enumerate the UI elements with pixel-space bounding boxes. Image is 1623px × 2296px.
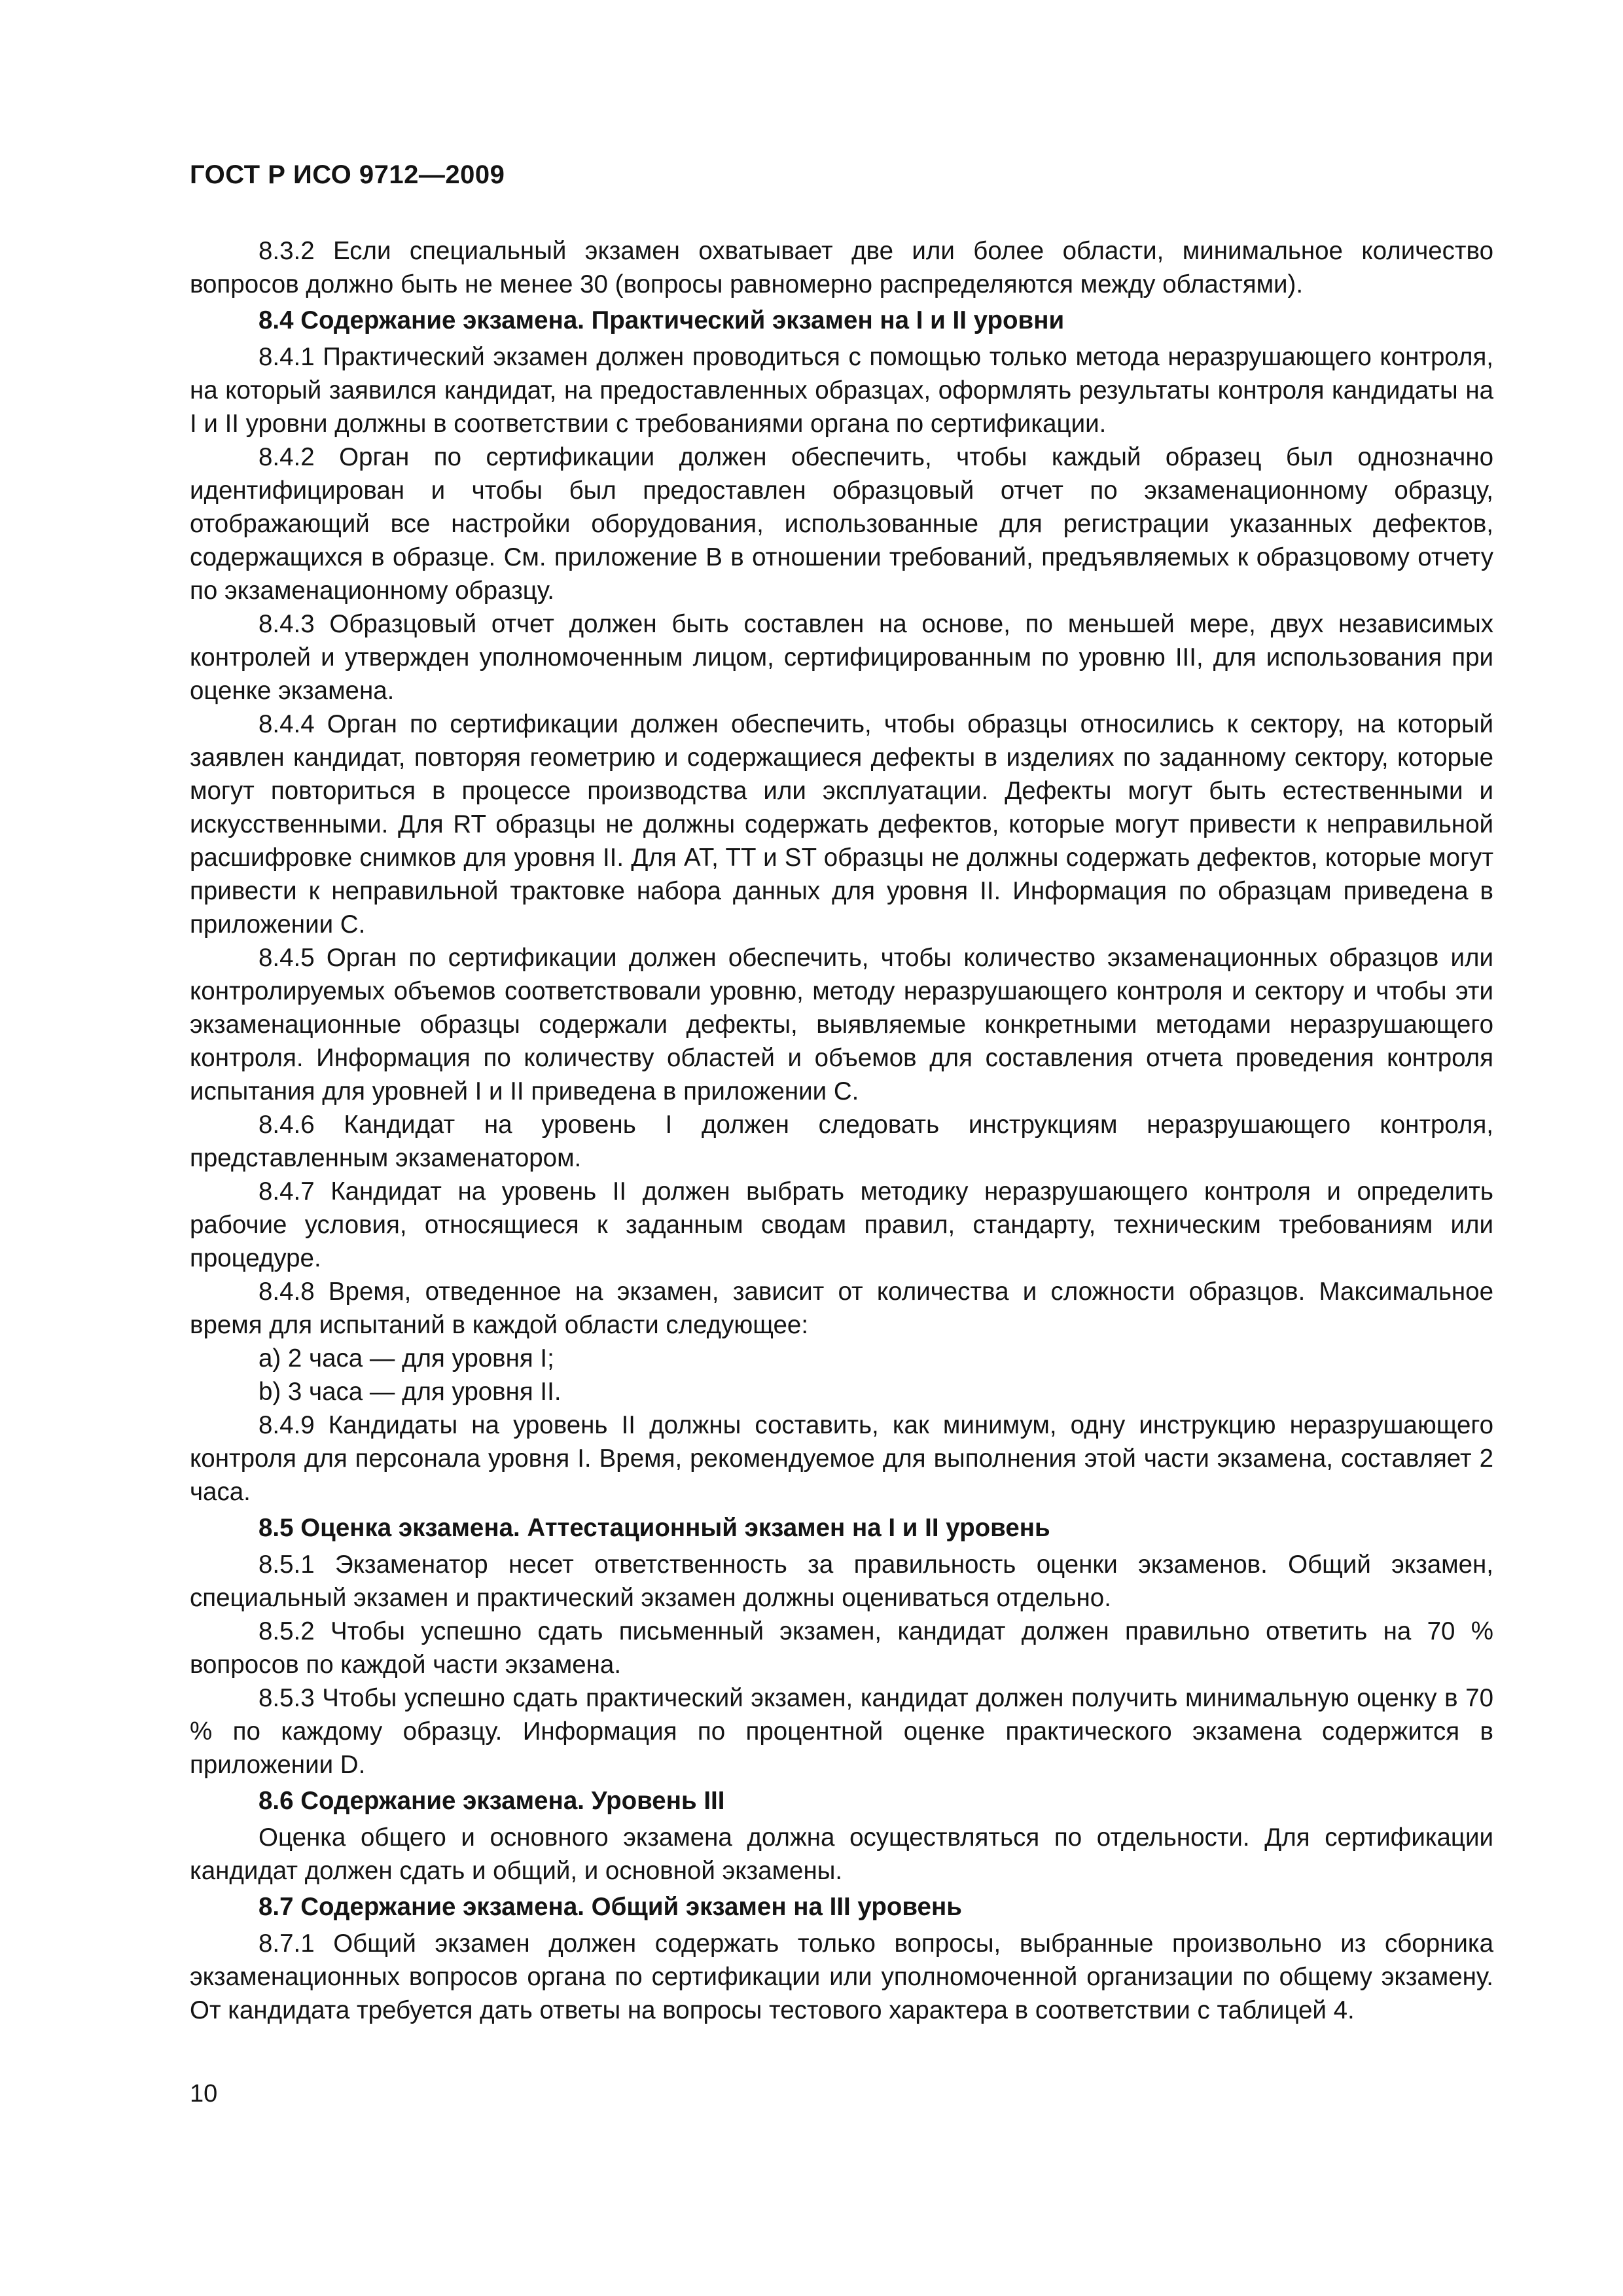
paragraph: 8.4.1 Практический экзамен должен проводиться с помощью только метода неразрушающего контроля, на который заявился кандидат, на предоставленных образцах, оформлять результаты контроля кандидаты на I и II уровни должны в соответствии с требованиями органа по сертификации. [190, 343, 1501, 438]
paragraph: 8.4.4 Орган по сертификации должен обеспечить, чтобы образцы относились к сектору, на который заявлен кандидат, повторяя геометрию и содержащиеся дефекты в изделиях по заданному сектору, которые могут повториться в процессе производства или эксплуатации. Дефекты могут быть естественными и искусственными. Для RT образцы не должны содержать дефектов, которые могут привести к неправильной расшифровке снимков для уровня II. Для AT, TT и ST образцы не должны содержать дефектов, которые могут привести к неправильной трактовке набора данных для уровня II. Информация по образцам приведена в приложении С. [190, 710, 1501, 939]
page-number: 10 [190, 2080, 218, 2108]
section-heading: 8.4 Содержание экзамена. Практический экзамен на I и II уровни [259, 306, 1065, 334]
paragraph: 8.4.6 Кандидат на уровень I должен следовать инструкциям неразрушающего контроля, представленным экзаменатором. [190, 1111, 1501, 1172]
paragraph: b) 3 часа — для уровня II. [259, 1378, 562, 1406]
paragraph: 8.4.2 Орган по сертификации должен обеспечить, чтобы каждый образец был однозначно идентифицирован и чтобы был предоставлен образцовый отчет по экзаменационному образцу, отображающий все настройки оборудования, использованные для регистрации указанных дефектов, содержащихся в образце. См. приложение В в отношении требований, предъявляемых к образцовому отчету по экзаменационному образцу. [190, 443, 1501, 605]
paragraph: 8.5.2 Чтобы успешно сдать письменный экзамен, кандидат должен правильно ответить на 70 % вопросов по каждой части экзамена. [190, 1617, 1501, 1679]
section-heading: 8.6 Содержание экзамена. Уровень III [259, 1787, 725, 1815]
paragraph: 8.7.1 Общий экзамен должен содержать только вопросы, выбранные произвольно из сборника экзаменационных вопросов органа по сертификации или уполномоченной организации по общему экзамену. От кандидата требуется дать ответы на вопросы тестового характера в соответствии с таблицей 4. [190, 1929, 1501, 2024]
document-header: ГОСТ Р ИСО 9712—2009 [190, 160, 505, 189]
paragraph: 8.4.7 Кандидат на уровень II должен выбрать методику неразрушающего контроля и определить рабочие условия, относящиеся к заданным сводам правил, стандарту, техническим требованиям или процедуре. [190, 1177, 1501, 1272]
paragraph: Оценка общего и основного экзамена должна осуществляться по отдельности. Для сертификации кандидат должен сдать и общий, и основной экзамены. [190, 1823, 1501, 1885]
document-body [190, 234, 1501, 2027]
paragraph: 8.4.5 Орган по сертификации должен обеспечить, чтобы количество экзаменационных образцов или контролируемых объемов соответствовали уровню, методу неразрушающего контроля и сектору и чтобы эти экзаменационные образцы содержали дефекты, выявляемые конкретными методами неразрушающего контроля. Информация по количеству областей и объемов для составления отчета проведения контроля испытания для уровней I и II приведена в приложении С. [190, 944, 1501, 1105]
paragraph: 8.5.3 Чтобы успешно сдать практический экзамен, кандидат должен получить минимальную оценку в 70 % по каждому образцу. Информация по процентной оценке практического экзамена содержится в приложении D. [190, 1684, 1501, 1779]
paragraph: 8.4.8 Время, отведенное на экзамен, зависит от количества и сложности образцов. Максимальное время для испытаний в каждой области следующее: [190, 1278, 1501, 1339]
paragraph: 8.3.2 Если специальный экзамен охватывает две или более области, минимальное количество вопросов должно быть не менее 30 (вопросы равномерно распределяются между областями). [190, 237, 1501, 298]
section-heading: 8.7 Содержание экзамена. Общий экзамен на III уровень [259, 1893, 962, 1921]
paragraph: a) 2 часа — для уровня I; [259, 1344, 554, 1372]
paragraph: 8.4.3 Образцовый отчет должен быть составлен на основе, по меньшей мере, двух независимых контролей и утвержден уполномоченным лицом, сертифицированным по уровню III, для использования при оценке экзамена. [190, 610, 1501, 705]
paragraph: 8.5.1 Экзаменатор несет ответственность за правильность оценки экзаменов. Общий экзамен, специальный экзамен и практический экзамен должны оцениваться отдельно. [190, 1551, 1501, 1612]
section-heading: 8.5 Оценка экзамена. Аттестационный экзамен на I и II уровень [259, 1514, 1050, 1542]
paragraph: 8.4.9 Кандидаты на уровень II должны составить, как минимум, одну инструкцию неразрушающего контроля для персонала уровня I. Время, рекомендуемое для выполнения этой части экзамена, составляет 2 часа. [190, 1411, 1501, 1506]
